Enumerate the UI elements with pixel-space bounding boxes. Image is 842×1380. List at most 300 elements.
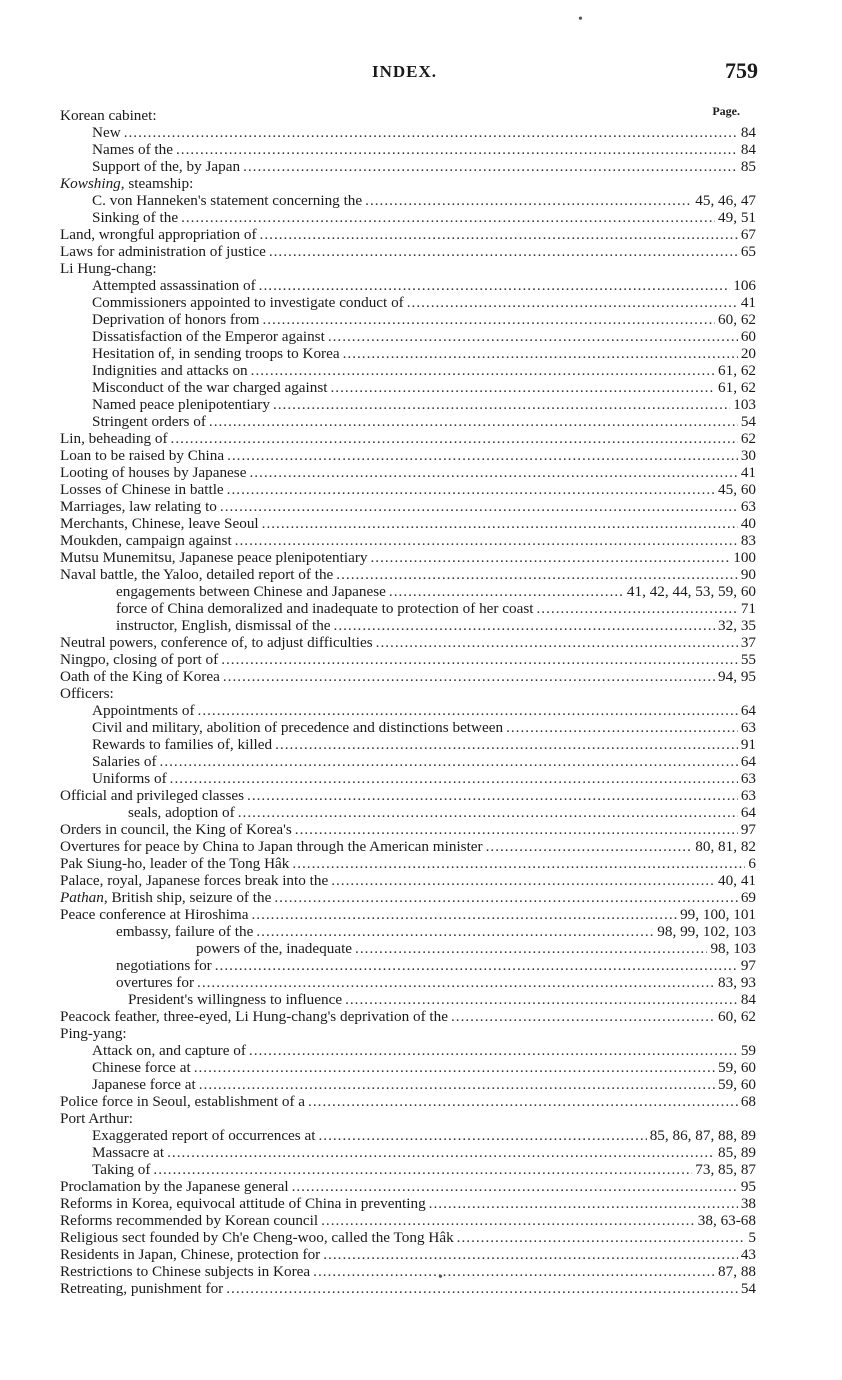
entry-text: Proclamation by the Japanese general xyxy=(60,1178,289,1195)
dot-leader xyxy=(328,328,738,345)
index-entry xyxy=(58,311,756,328)
entry-heading xyxy=(60,549,367,566)
entry-heading xyxy=(92,1076,196,1093)
entry-pages: 85, 86, 87, 88, 89 xyxy=(649,1127,756,1144)
index-list xyxy=(58,107,756,1297)
entry-text: Indignities and attacks on xyxy=(92,362,248,379)
index-entry xyxy=(58,821,756,838)
entry-heading xyxy=(60,532,232,549)
entry-heading xyxy=(60,668,220,685)
entry-heading xyxy=(92,702,195,719)
dot-leader xyxy=(209,413,738,430)
index-entry xyxy=(58,328,756,345)
entry-pages: 100 xyxy=(733,549,756,566)
entry-pages: 106 xyxy=(733,277,756,294)
index-entry xyxy=(58,107,756,124)
entry-text: Deprivation of honors from xyxy=(92,311,260,328)
entry-heading xyxy=(60,566,333,583)
dot-leader xyxy=(451,1008,715,1025)
index-entry xyxy=(58,209,756,226)
entry-pages: 98, 103 xyxy=(710,940,756,957)
entry-pages: 38 xyxy=(740,1195,756,1212)
entry-pages: 85 xyxy=(740,158,756,175)
dot-leader xyxy=(486,838,693,855)
dot-leader xyxy=(389,583,624,600)
index-entry xyxy=(58,498,756,515)
entry-text: President's willingness to influence xyxy=(128,991,343,1008)
entry-text: Reforms recommended by Korean council xyxy=(60,1212,319,1229)
entry-heading xyxy=(60,889,271,906)
entry-text: Sinking of the xyxy=(92,209,179,226)
entry-text: Ping-yang: xyxy=(60,1025,127,1042)
entry-pages: 65 xyxy=(740,243,756,260)
dot-leader xyxy=(331,872,715,889)
entry-heading xyxy=(60,1246,320,1263)
entry-text: Names of the xyxy=(92,141,173,158)
entry-text: engagements between Chinese and Japanese xyxy=(116,583,386,600)
dot-leader xyxy=(153,1161,692,1178)
index-entry xyxy=(58,1042,756,1059)
index-entry xyxy=(58,634,756,651)
entry-heading xyxy=(116,617,331,634)
entry-heading xyxy=(92,396,270,413)
entry-pages: 6 xyxy=(748,855,756,872)
entry-heading xyxy=(92,209,178,226)
index-entry xyxy=(58,1178,756,1195)
entry-text: Rewards to families of, killed xyxy=(92,736,273,753)
dot-leader xyxy=(355,940,707,957)
index-entry xyxy=(58,1144,756,1161)
dot-leader xyxy=(262,311,715,328)
entry-heading xyxy=(60,1178,289,1195)
entry-text: Japanese force at xyxy=(92,1076,196,1093)
entry-heading xyxy=(92,328,325,345)
entry-pages: 69 xyxy=(740,889,756,906)
entry-text: Attack on, and capture of xyxy=(92,1042,246,1059)
entry-heading xyxy=(60,651,218,668)
entry-heading xyxy=(116,957,212,974)
index-entry xyxy=(58,277,756,294)
entry-text: Neutral powers, conference of, to adjust difficulties xyxy=(60,634,373,651)
entry-pages: 97 xyxy=(740,821,756,838)
index-entry xyxy=(58,566,756,583)
index-entry xyxy=(58,804,756,821)
entry-text: Exaggerated report of occurrences at xyxy=(92,1127,316,1144)
entry-pages: 40 xyxy=(740,515,756,532)
index-entry xyxy=(58,1110,756,1127)
entry-heading xyxy=(60,634,373,651)
page-number: 759 xyxy=(725,58,758,83)
entry-italic-name: Kowshing, xyxy=(60,175,125,192)
entry-text: Named peace plenipotentiary xyxy=(92,396,270,413)
dot-leader xyxy=(238,804,738,821)
entry-heading xyxy=(116,923,253,940)
entry-text: Officers: xyxy=(60,685,114,702)
dot-leader xyxy=(199,1076,715,1093)
index-entry xyxy=(58,651,756,668)
index-entry xyxy=(58,770,756,787)
dot-leader xyxy=(365,192,692,209)
dot-leader xyxy=(429,1195,738,1212)
entry-heading xyxy=(60,1280,223,1297)
dot-leader xyxy=(295,821,738,838)
entry-pages: 38, 63-68 xyxy=(697,1212,756,1229)
index-entry xyxy=(58,1059,756,1076)
entry-pages: 54 xyxy=(740,1280,756,1297)
dot-leader xyxy=(292,1178,738,1195)
entry-pages: 64 xyxy=(740,702,756,719)
entry-pages: 43 xyxy=(740,1246,756,1263)
entry-heading xyxy=(92,311,259,328)
dot-leader xyxy=(223,668,715,685)
entry-text: Marriages, law relating to xyxy=(60,498,217,515)
entry-heading xyxy=(60,464,246,481)
dot-leader xyxy=(249,464,737,481)
entry-heading xyxy=(92,413,206,430)
dot-leader xyxy=(235,532,738,549)
entry-heading xyxy=(60,872,328,889)
entry-text: Moukden, campaign against xyxy=(60,532,232,549)
index-entry xyxy=(58,1076,756,1093)
entry-heading xyxy=(60,447,224,464)
dot-leader xyxy=(247,787,738,804)
entry-pages: 61, 62 xyxy=(718,362,756,379)
entry-text: Korean cabinet: xyxy=(60,107,157,124)
dot-leader xyxy=(227,447,738,464)
entry-text: seals, adoption of xyxy=(128,804,235,821)
dot-leader xyxy=(308,1093,738,1110)
entry-pages: 45, 60 xyxy=(718,481,756,498)
index-entry xyxy=(58,362,756,379)
dot-leader xyxy=(506,719,738,736)
entry-text: Oath of the King of Korea xyxy=(60,668,220,685)
entry-heading xyxy=(92,1042,246,1059)
entry-text: New xyxy=(92,124,121,141)
entry-heading xyxy=(116,974,194,991)
dot-leader xyxy=(176,141,738,158)
index-entry xyxy=(58,991,756,1008)
entry-heading xyxy=(60,107,157,124)
index-entry xyxy=(58,294,756,311)
entry-heading xyxy=(92,770,167,787)
entry-heading xyxy=(92,277,256,294)
dot-leader xyxy=(457,1229,746,1246)
dot-leader xyxy=(260,226,738,243)
entry-pages: 41, 42, 44, 53, 59, 60 xyxy=(626,583,756,600)
entry-pages: 60 xyxy=(740,328,756,345)
index-entry xyxy=(58,923,756,940)
entry-text: instructor, English, dismissal of the xyxy=(116,617,331,634)
entry-heading xyxy=(60,243,266,260)
dot-leader xyxy=(194,1059,715,1076)
entry-heading xyxy=(60,787,244,804)
index-entry xyxy=(58,1212,756,1229)
entry-text: Police force in Seoul, establishment of a xyxy=(60,1093,306,1110)
entry-pages: 91 xyxy=(740,736,756,753)
index-entry xyxy=(58,243,756,260)
index-entry xyxy=(58,838,756,855)
entry-text: C. von Hanneken's statement concerning the xyxy=(92,192,363,209)
entry-heading xyxy=(60,855,289,872)
index-entry xyxy=(58,1008,756,1025)
index-entry xyxy=(58,1127,756,1144)
entry-heading xyxy=(92,1144,164,1161)
index-entry xyxy=(58,413,756,430)
entry-heading xyxy=(60,1212,318,1229)
entry-text: Dissatisfaction of the Emperor against xyxy=(92,328,325,345)
entry-pages: 97 xyxy=(740,957,756,974)
entry-pages: 63 xyxy=(740,719,756,736)
entry-text: powers of the, inadequate xyxy=(196,940,353,957)
entry-heading xyxy=(92,158,240,175)
dot-leader xyxy=(124,124,738,141)
index-entry xyxy=(58,430,756,447)
index-entry xyxy=(58,1263,756,1280)
dot-leader xyxy=(167,1144,715,1161)
index-entry xyxy=(58,600,756,617)
entry-heading xyxy=(60,226,257,243)
dot-leader xyxy=(321,1212,695,1229)
index-entry xyxy=(58,1280,756,1297)
entry-pages: 41 xyxy=(740,294,756,311)
dot-leader xyxy=(251,362,715,379)
dot-leader xyxy=(407,294,738,311)
entry-text: Overtures for peace by China to Japan through the American minister xyxy=(60,838,483,855)
entry-pages: 45, 46, 47 xyxy=(695,192,756,209)
entry-text: Li Hung-chang: xyxy=(60,260,157,277)
entry-pages: 98, 99, 102, 103 xyxy=(657,923,756,940)
index-entry xyxy=(58,345,756,362)
dot-leader xyxy=(198,702,738,719)
entry-text: Reforms in Korea, equivocal attitude of China in preventing xyxy=(60,1195,426,1212)
index-entry xyxy=(58,736,756,753)
index-entry xyxy=(58,515,756,532)
index-entry xyxy=(58,481,756,498)
entry-text: Taking of xyxy=(92,1161,151,1178)
entry-text: Hesitation of, in sending troops to Korea xyxy=(92,345,340,362)
entry-pages: 90 xyxy=(740,566,756,583)
entry-text: Ningpo, closing of port of xyxy=(60,651,219,668)
entry-text: Civil and military, abolition of precedence and distinctions between xyxy=(92,719,504,736)
entry-heading xyxy=(128,991,342,1008)
entry-text: Restrictions to Chinese subjects in Korea xyxy=(60,1263,311,1280)
scan-speck: • xyxy=(578,12,583,27)
entry-text: Residents in Japan, Chinese, protection for xyxy=(60,1246,321,1263)
index-entry xyxy=(58,532,756,549)
index-entry xyxy=(58,175,756,192)
entry-heading xyxy=(92,141,173,158)
running-title: INDEX. xyxy=(372,62,438,81)
entry-text: Chinese force at xyxy=(92,1059,191,1076)
entry-pages: 87, 88 xyxy=(718,1263,756,1280)
entry-pages: 83, 93 xyxy=(718,974,756,991)
dot-leader xyxy=(243,158,738,175)
entry-pages: 30 xyxy=(740,447,756,464)
entry-heading xyxy=(92,1127,315,1144)
entry-pages: 5 xyxy=(748,1229,756,1246)
entry-pages: 64 xyxy=(740,753,756,770)
entry-pages: 49, 51 xyxy=(718,209,756,226)
index-entry xyxy=(58,855,756,872)
index-entry xyxy=(58,158,756,175)
entry-text: Pak Siung-ho, leader of the Tong Hâk xyxy=(60,855,290,872)
entry-pages: 67 xyxy=(740,226,756,243)
dot-leader xyxy=(376,634,738,651)
entry-text: force of China demoralized and inadequate to protection of her coast xyxy=(116,600,534,617)
entry-heading xyxy=(60,175,193,192)
entry-pages: 64 xyxy=(740,804,756,821)
entry-pages: 80, 81, 82 xyxy=(695,838,756,855)
index-entry xyxy=(58,379,756,396)
entry-heading xyxy=(92,379,327,396)
entry-text: Peace conference at Hiroshima xyxy=(60,906,249,923)
index-entry xyxy=(58,787,756,804)
entry-text: Land, wrongful appropriation of xyxy=(60,226,257,243)
dot-leader xyxy=(171,430,738,447)
dot-leader xyxy=(275,736,738,753)
index-entry xyxy=(58,617,756,634)
index-entry xyxy=(58,668,756,685)
entry-pages: 62 xyxy=(740,430,756,447)
entry-heading xyxy=(60,260,157,277)
entry-pages: 59, 60 xyxy=(718,1076,756,1093)
entry-text: Official and privileged classes xyxy=(60,787,245,804)
entry-pages: 63 xyxy=(740,498,756,515)
entry-text: Religious sect founded by Ch'e Cheng-woo, called the Tong Hâk xyxy=(60,1229,454,1246)
entry-pages: 60, 62 xyxy=(718,311,756,328)
entry-heading xyxy=(92,753,157,770)
dot-leader xyxy=(313,1263,715,1280)
entry-pages: 32, 35 xyxy=(718,617,756,634)
index-entry xyxy=(58,974,756,991)
index-entry xyxy=(58,1161,756,1178)
dot-leader xyxy=(370,549,730,566)
entry-pages: 99, 100, 101 xyxy=(680,906,756,923)
entry-heading xyxy=(60,1263,310,1280)
entry-text: Mutsu Munemitsu, Japanese peace plenipotentiary xyxy=(60,549,368,566)
entry-heading xyxy=(92,345,340,362)
page-header xyxy=(0,58,842,88)
dot-leader xyxy=(262,515,738,532)
index-entry xyxy=(58,1025,756,1042)
entry-pages: 55 xyxy=(740,651,756,668)
entry-text: Misconduct of the war charged against xyxy=(92,379,328,396)
entry-text: Support of the, by Japan xyxy=(92,158,241,175)
entry-text: Appointments of xyxy=(92,702,195,719)
index-entry xyxy=(58,141,756,158)
entry-heading xyxy=(60,906,248,923)
dot-leader xyxy=(274,889,737,906)
entry-pages: 73, 85, 87 xyxy=(695,1161,756,1178)
dot-leader xyxy=(345,991,738,1008)
entry-pages: 63 xyxy=(740,787,756,804)
entry-text: embassy, failure of the xyxy=(116,923,254,940)
index-entry xyxy=(58,447,756,464)
entry-text: Laws for administration of justice xyxy=(60,243,266,260)
entry-heading xyxy=(60,515,259,532)
entry-heading xyxy=(60,685,114,702)
entry-pages: 40, 41 xyxy=(718,872,756,889)
dot-leader xyxy=(330,379,715,396)
entry-pages: 41 xyxy=(740,464,756,481)
entry-heading xyxy=(60,1229,454,1246)
entry-pages: 37 xyxy=(740,634,756,651)
entry-text: Stringent orders of xyxy=(92,413,206,430)
entry-heading xyxy=(92,124,121,141)
dot-leader xyxy=(318,1127,646,1144)
entry-heading xyxy=(60,1110,133,1127)
index-entry xyxy=(58,1195,756,1212)
index-entry xyxy=(58,549,756,566)
dot-leader xyxy=(256,923,654,940)
index-entry xyxy=(58,872,756,889)
entry-heading xyxy=(92,736,272,753)
entry-text: Losses of Chinese in battle xyxy=(60,481,224,498)
entry-heading xyxy=(128,804,235,821)
index-entry xyxy=(58,1229,756,1246)
entry-pages: 68 xyxy=(740,1093,756,1110)
index-entry xyxy=(58,464,756,481)
entry-heading xyxy=(60,838,483,855)
dot-leader xyxy=(334,617,716,634)
index-entry xyxy=(58,957,756,974)
index-entry xyxy=(58,583,756,600)
index-entry xyxy=(58,906,756,923)
entry-text: Massacre at xyxy=(92,1144,165,1161)
dot-leader xyxy=(197,974,715,991)
entry-text: Lin, beheading of xyxy=(60,430,168,447)
entry-heading xyxy=(92,719,503,736)
entry-pages: 63 xyxy=(740,770,756,787)
dot-leader xyxy=(343,345,738,362)
entry-heading xyxy=(60,1025,127,1042)
entry-heading xyxy=(60,1093,305,1110)
entry-pages: 61, 62 xyxy=(718,379,756,396)
entry-text: Naval battle, the Yaloo, detailed report of the xyxy=(60,566,334,583)
entry-heading xyxy=(60,430,168,447)
entry-pages: 95 xyxy=(740,1178,756,1195)
dot-leader xyxy=(251,906,677,923)
index-entry xyxy=(58,1093,756,1110)
entry-pages: 60, 62 xyxy=(718,1008,756,1025)
entry-text: British ship, seizure of the xyxy=(111,889,272,906)
index-entry xyxy=(58,124,756,141)
index-entry xyxy=(58,702,756,719)
entry-heading xyxy=(92,1161,150,1178)
entry-pages: 54 xyxy=(740,413,756,430)
entry-text: Attempted assassination of xyxy=(92,277,256,294)
dot-leader xyxy=(215,957,738,974)
index-entry xyxy=(58,226,756,243)
dot-leader xyxy=(160,753,738,770)
entry-heading xyxy=(116,583,386,600)
entry-pages: 85, 89 xyxy=(718,1144,756,1161)
entry-text: Port Arthur: xyxy=(60,1110,133,1127)
entry-pages: 84 xyxy=(740,124,756,141)
entry-text: steamship: xyxy=(128,175,194,192)
dot-leader xyxy=(323,1246,738,1263)
entry-pages: 59, 60 xyxy=(718,1059,756,1076)
dot-leader xyxy=(181,209,715,226)
entry-heading xyxy=(60,481,224,498)
entry-text: Loan to be raised by China xyxy=(60,447,225,464)
dot-leader xyxy=(273,396,730,413)
entry-text: overtures for xyxy=(116,974,195,991)
dot-leader xyxy=(259,277,731,294)
index-entry xyxy=(58,685,756,702)
entry-pages: 103 xyxy=(733,396,756,413)
entry-text: Merchants, Chinese, leave Seoul xyxy=(60,515,259,532)
